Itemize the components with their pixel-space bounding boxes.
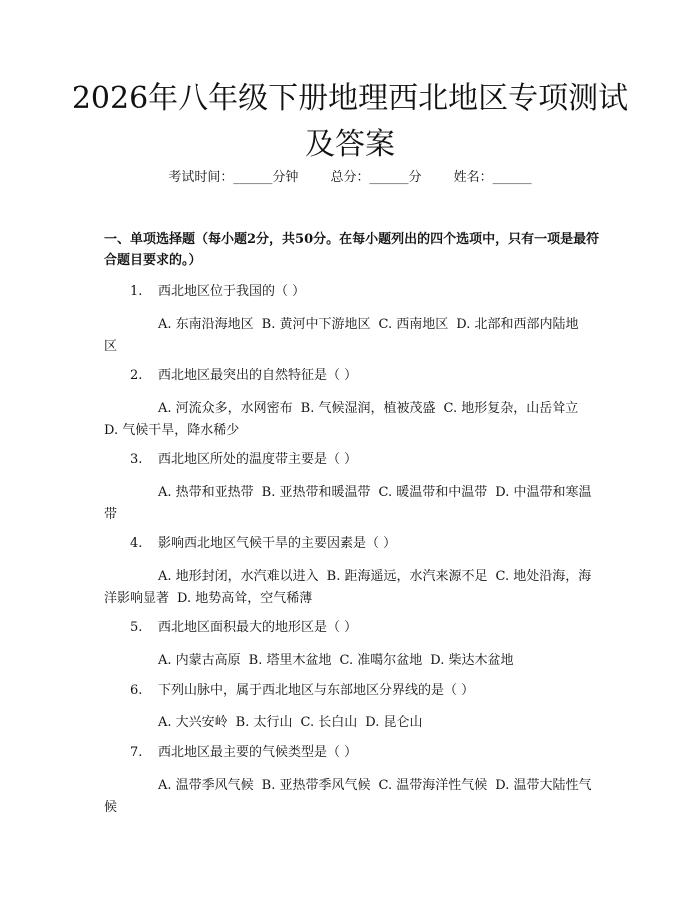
question-text: 下列山脉中，属于西北地区与东部地区分界线的是（ ） [158,683,475,698]
exam-time-field: 考试时间：______分钟 [168,170,299,185]
option: B. 黄河中下游地区 [261,317,371,332]
question-options [104,712,598,734]
option: D. 柴达木盆地 [430,653,514,668]
option: C. 长白山 [300,715,358,730]
option: A. 大兴安岭 [158,715,228,730]
student-name-field: 姓名：______ [453,170,532,185]
section-heading: 一、单项选择题（每小题2分，共50分。在每小题列出的四个选项中，只有一项是最符合题目要求的。） [104,232,600,268]
option: D. 中温带和寒温带 [104,485,592,522]
option: C. 温带海洋性气候 [378,778,488,793]
option: D. 温带大陆性气候 [104,778,592,815]
question-number: 7. [130,745,143,760]
option: C. 暖温带和中温带 [378,485,488,500]
question-stem [130,618,357,638]
question-number: 1. [130,284,143,299]
question-stem [130,282,305,302]
exam-info-line [0,168,700,188]
option: B. 塔里木盆地 [248,653,332,668]
option: A. 河流众多，水网密布 [158,401,293,416]
question-stem [130,366,357,386]
option: D. 地势高耸，空气稀薄 [177,591,313,606]
option: D. 气候干旱，降水稀少 [104,423,240,438]
question-options [104,482,598,526]
option: C. 准噶尔盆地 [339,653,423,668]
question-text: 西北地区面积最大的地形区是（ ） [158,620,358,635]
question-number: 2. [130,368,143,383]
question-options [104,650,598,672]
question-text: 西北地区最主要的气候类型是（ ） [158,745,358,760]
option: D. 北部和西部内陆地区 [104,317,579,354]
question-options [104,566,598,610]
question-number: 5. [130,620,143,635]
question-stem [130,534,396,554]
question-stem [130,681,474,701]
question-stem [130,743,357,763]
question-options [104,775,598,819]
question-number: 4. [130,536,143,551]
question-text: 西北地区最突出的自然特征是（ ） [158,368,358,383]
option: C. 地处沿海，海洋影响显著 [104,569,592,606]
option: A. 东南沿海地区 [158,317,254,332]
option: B. 距海遥远，水汽来源不足 [326,569,488,584]
option: A. 热带和亚热带 [158,485,254,500]
option: C. 地形复杂，山岳耸立 [443,401,579,416]
option: B. 亚热带季风气候 [261,778,371,793]
option: A. 地形封闭，水汽难以进入 [158,569,319,584]
question-stem [130,450,357,470]
question-options [104,398,598,442]
option: B. 亚热带和暖温带 [261,485,371,500]
question-number: 3. [130,452,143,467]
question-text: 西北地区位于我国的（ ） [158,284,306,299]
question-text: 西北地区所处的温度带主要是（ ） [158,452,358,467]
page-title: 2026年八年级下册地理西北地区专项测试及答案 [71,81,629,162]
option: B. 气候湿润，植被茂盛 [300,401,436,416]
option: B. 太行山 [235,715,293,730]
option: A. 温带季风气候 [158,778,254,793]
question-text: 影响西北地区气候干旱的主要因素是（ ） [158,536,397,551]
option: D. 昆仑山 [365,715,423,730]
question-options [104,314,598,358]
option: C. 西南地区 [378,317,449,332]
option: A. 内蒙古高原 [158,653,241,668]
question-number: 6. [130,683,143,698]
total-score-field: 总分：______分 [330,170,422,185]
